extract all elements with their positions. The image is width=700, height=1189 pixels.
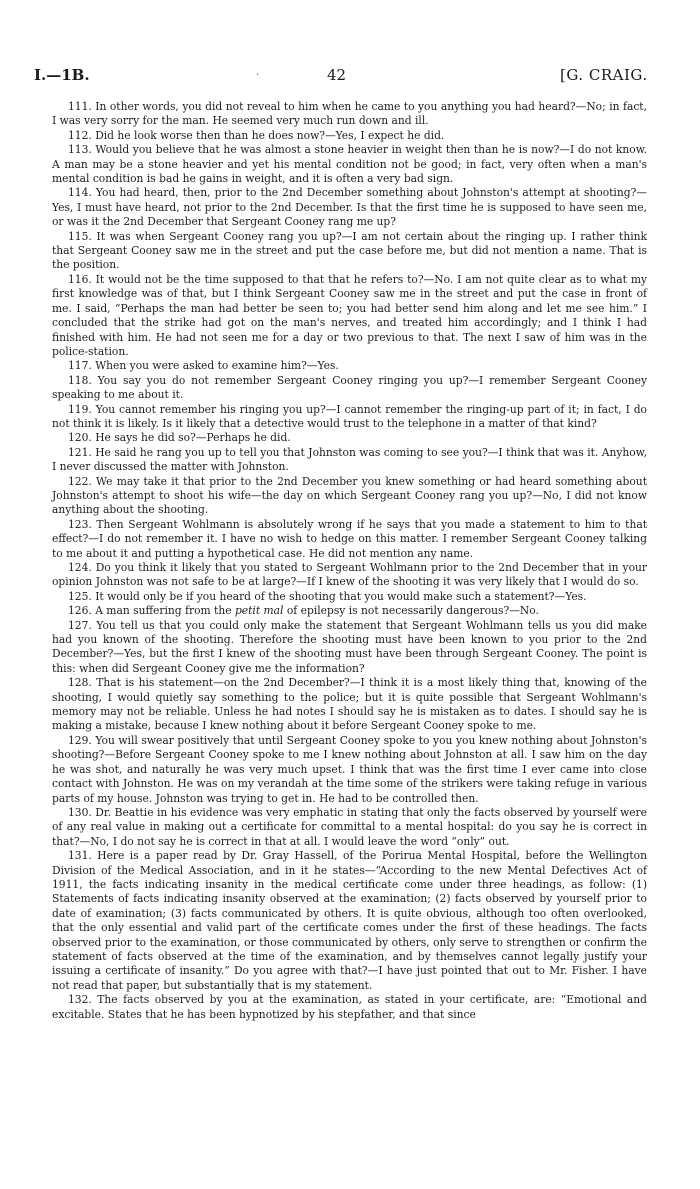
paragraph-132: 132. The facts observed by you at the examination, as stated in your certificate, are: “Emotional and excitable. States that he has been hypnotized by his stepfather, and that since [52, 993, 647, 1021]
paragraph-126-end: of epilepsy is not necessarily dangerous?—No. [283, 604, 539, 618]
paragraph-116: 116. It would not be the time supposed to that that he refers to?—No. I am not quite clear as to what my first knowledge was of that, but I think Sergeant Cooney saw me in the street and put the case in front of me. I said, “Perhaps the man had better be seen to; you had better send him along and let me see him.” I concluded that the strike had got on the man's nerves, and treated him accordingly; and I think I had finished with him. He had not seen me for a day or two previous to that. The next I saw of him was in the police-station. [52, 272, 647, 358]
paragraph-118: 118. You say you do not remember Sergeant Cooney ringing you up?—I remember Sergeant Cooney speaking to me about it. [52, 373, 647, 402]
paragraph-120: 120. He says he did so?—Perhaps he did. [68, 431, 291, 445]
witness-name: [G. CRAIG. [560, 66, 648, 84]
paragraph-127: 127. You tell us that you could only make the statement that Sergeant Wohlmann tells us you did make had you known of the shooting. Therefore the shooting must have been known to you prior to the 2nd December?—Yes, but the first I knew of the shooting must have been through Sergeant Cooney. The point is this: when did Sergeant Cooney give me the information? [52, 618, 647, 675]
paragraph-129: 129. You will swear positively that until Sergeant Cooney spoke to you you knew nothing about Johnston's shooting?—Before Sergeant Cooney spoke to me I knew nothing about Johnston at all. I saw him on the day he was shot, and naturally he was very much upset. I think that was the first time I ever came into close contact with Johnston. He was on my verandah at the time some of the strikers were taking refuge in various parts of my house. Johnston was trying to get in. He had to be controlled then. [52, 733, 647, 805]
paragraph-126 [52, 604, 647, 618]
paragraph-124: 124. Do you think it likely that you stated to Sergeant Wohlmann prior to the 2nd December that in your opinion Johnston was not safe to be at large?—If I knew of the shooting it was very likely that I would do so. [52, 561, 647, 589]
page-number: 42 [327, 66, 347, 84]
paragraph-126-start: 126. A man suffering from the [68, 604, 235, 618]
paragraph-128: 128. That is his statement—on the 2nd December?—I think it is a most likely thing that, knowing of the shooting, I would quietly say something to the police; but it is quite possible that Sergeant Wohlmann's memory may not be reliable. Unless he had notes I should say he is mistaken as to dates. I should say he is making a mistake, because I knew nothing about it before Sergeant Cooney spoke to me. [52, 676, 647, 733]
header-dot-mark: · [256, 70, 260, 81]
paragraph-126-italic: petit mal [234, 604, 284, 618]
paragraph-114: 114. You had heard, then, prior to the 2nd December something about Johnston's attempt at shooting?—Yes, I must have heard, not prior to the 2nd December. Is that the first time he is supposed to have seen me, or was it the 2nd December that Sergeant Cooney rang me up? [52, 186, 647, 229]
paragraph-123: 123. Then Sergeant Wohlmann is absolutely wrong if he says that you made a statement to him to that effect?—I do not remember it. I have no wish to hedge on this matter. I remember Sergeant Cooney talking to me about it and putting a hypothetical case. He did not mention any name. [52, 517, 647, 560]
paragraph-130: 130. Dr. Beattie in his evidence was very emphatic in stating that only the facts observed by yourself were of any real value in making out a certificate for committal to a mental hospital: do you say he is correct in that?—No, I do not say he is correct in that at all. I would leave the word “only” out. [52, 805, 647, 848]
paragraph-131: 131. Here is a paper read by Dr. Gray Hassell, of the Porirua Mental Hospital, before the Wellington Division of the Medical Association, and in it he states—“According to the new Mental Defectives Act of 1911, the facts indicating insanity in the medical certificate come under three headings, as follow: (1) Statements of facts indicating insanity observed at the examination; (2) facts observed by yourself prior to date of examination; (3) facts communicated by others. It is quite obvious, although too often overlooked, that the only essential and valid part of the certificate comes under the first of these headings. The facts observed prior to the examination, or those communicated by others, only serve to strengthen or confirm the statement of facts observed at the time of the examination, and by themselves cannot legally justify your issuing a certificate of insanity.” Do you agree with that?—I have just pointed that out to Mr. Fisher. I have not read that paper, but substantially that is my statement. [52, 849, 647, 992]
document-reference: I.—1B. [34, 66, 90, 84]
transcript-body [52, 100, 647, 1022]
paragraph-119: 119. You cannot remember his ringing you up?—I cannot remember the ringing-up part of it; in fact, I do not think it is likely. Is it likely that a detective would trust to the telephone in a matter of that kind? [52, 402, 647, 430]
paragraph-113: 113. Would you believe that he was almost a stone heavier in weight then than he is now?—I do not know. A man may be a stone heavier and yet his mental condition not be good; in fact, very often when a man's mental condition is bad he gains in weight, and it is often a very bad sign. [52, 143, 647, 186]
paragraph-121: 121. He said he rang you up to tell you that Johnston was coming to see you?—I think that was it. Anyhow, I never discussed the matter with Johnston. [52, 445, 647, 474]
paragraph-122: 122. We may take it that prior to the 2nd December you knew something or had heard something about Johnston's attempt to shoot his wife—the day on which Sergeant Cooney rang you up?—No, I did not know anything about the shooting. [52, 474, 647, 517]
paragraph-115: 115. It was when Sergeant Cooney rang you up?—I am not certain about the ringing up. I rather think that Sergeant Cooney saw me in the street and put the case before me, but did not mention a name. That is the position. [52, 229, 647, 272]
paragraph-112: 112. Did he look worse then than he does now?—Yes, I expect he did. [68, 128, 445, 142]
paragraph-111: 111. In other words, you did not reveal to him when he came to you anything you had heard?—No; in fact, I was very sorry for the man. He seemed very much run down and ill. [52, 100, 647, 128]
paragraph-125: 125. It would only be if you heard of the shooting that you would make such a statement?—Yes. [68, 589, 587, 603]
paragraph-117: 117. When you were asked to examine him?—Yes. [68, 359, 339, 373]
